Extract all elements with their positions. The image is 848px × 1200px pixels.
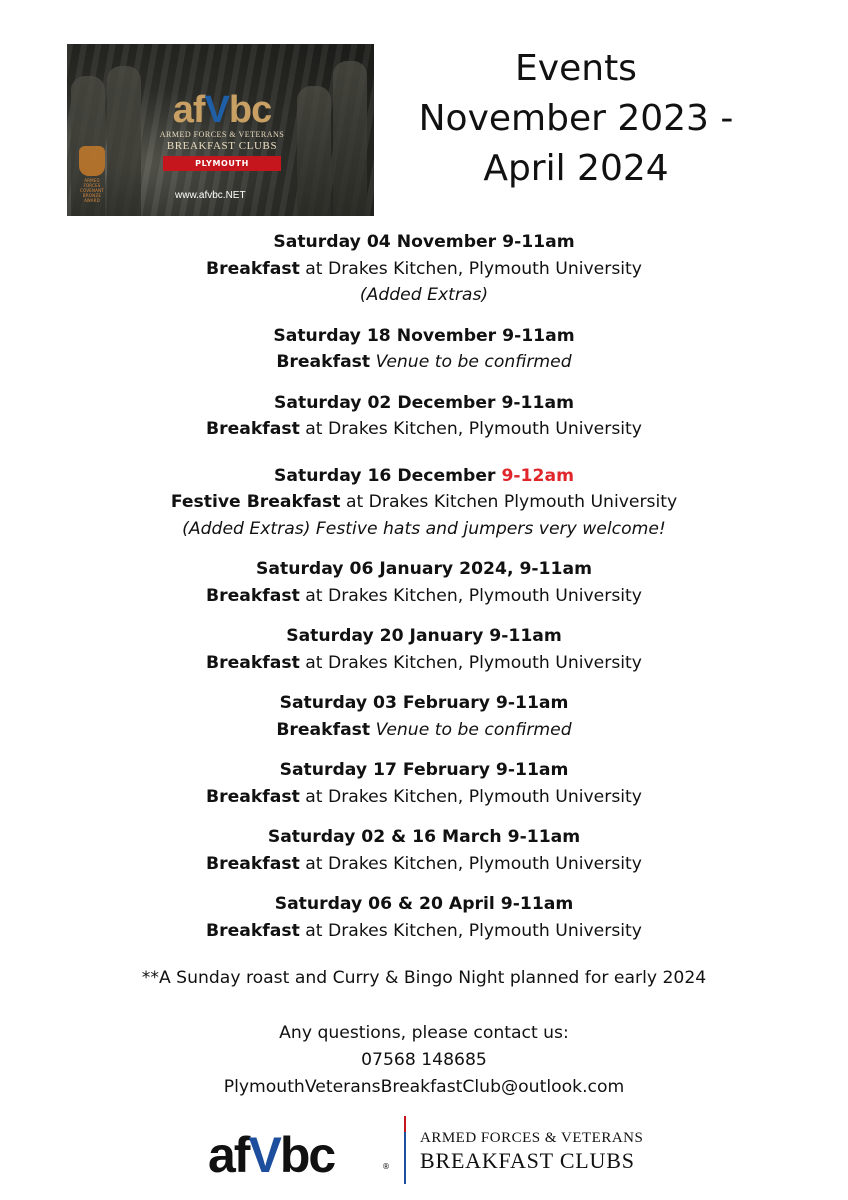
logo-divider-accent bbox=[404, 1116, 406, 1132]
event-extra: (Added Extras) bbox=[359, 285, 489, 305]
soldier-silhouette bbox=[297, 86, 331, 216]
event-label: Festive Breakfast bbox=[170, 492, 341, 512]
event-label: Breakfast bbox=[276, 719, 371, 740]
event-label: Breakfast bbox=[206, 419, 300, 439]
event-detail bbox=[0, 489, 848, 516]
event-label: Breakfast bbox=[206, 652, 300, 673]
title-line: November 2023 - bbox=[418, 98, 734, 139]
event-detail bbox=[0, 851, 848, 878]
event-detail bbox=[0, 784, 848, 811]
soldier-silhouette bbox=[107, 66, 141, 216]
event-item bbox=[0, 690, 848, 743]
event-time-highlight: 9-12am bbox=[501, 465, 574, 486]
logo-line-armed-forces: ARMED FORCES & VETERANS bbox=[159, 130, 285, 139]
event-date: Saturday 20 January 9-11am bbox=[286, 626, 562, 646]
website-url: www.afvbc.NET bbox=[175, 190, 246, 201]
event-label: Breakfast bbox=[206, 786, 300, 807]
planned-events-note: **A Sunday roast and Curry & Bingo Night planned for early 2024 bbox=[141, 968, 707, 988]
event-date: Saturday 06 & 20 April 9-11am bbox=[274, 894, 574, 914]
logo-line-breakfast-clubs: BREAKFAST CLUBS bbox=[166, 140, 278, 152]
event-label: Breakfast bbox=[206, 258, 300, 279]
crest-text: ARMED FORCES COVENANT BRONZE AWARD bbox=[80, 178, 104, 203]
event-venue: at Drakes Kitchen Plymouth University bbox=[340, 492, 678, 512]
event-label: Breakfast bbox=[206, 920, 300, 941]
event-detail bbox=[0, 256, 848, 283]
event-label: Breakfast bbox=[206, 853, 300, 874]
event-date: Saturday 03 February 9-11am bbox=[279, 693, 569, 713]
event-venue: at Drakes Kitchen, Plymouth University bbox=[299, 920, 642, 941]
event-detail bbox=[0, 717, 848, 744]
header-image bbox=[67, 44, 374, 216]
contact-block bbox=[0, 1020, 848, 1101]
event-venue: at Drakes Kitchen, Plymouth University bbox=[299, 419, 642, 439]
event-date: Saturday 16 December 9-12am bbox=[274, 465, 574, 486]
event-item bbox=[0, 390, 848, 443]
covenant-crest-icon bbox=[79, 146, 105, 176]
event-extra: (Added Extras) Festive hats and jumpers very welcome! bbox=[182, 518, 666, 539]
event-venue: at Drakes Kitchen, Plymouth University bbox=[299, 652, 642, 673]
event-item bbox=[0, 891, 848, 944]
footer-line-armed-forces: ARMED FORCES & VETERANS bbox=[420, 1130, 644, 1146]
event-date: Saturday 06 January 2024, 9-11am bbox=[256, 559, 592, 579]
event-venue: at Drakes Kitchen, Plymouth University bbox=[299, 585, 642, 606]
title-line: April 2024 bbox=[483, 148, 669, 189]
event-label: Breakfast bbox=[206, 585, 300, 606]
event-venue: Venue to be confirmed bbox=[370, 352, 572, 372]
event-date: Saturday 04 November 9-11am bbox=[273, 232, 575, 252]
logo-wordmark: afVbc bbox=[172, 89, 272, 131]
events-list bbox=[0, 229, 848, 944]
registered-mark: ® bbox=[382, 1162, 390, 1171]
event-venue: Venue to be confirmed bbox=[370, 719, 572, 740]
logo-city-banner: PLYMOUTH bbox=[163, 156, 281, 171]
event-item bbox=[0, 323, 848, 376]
event-venue: at Drakes Kitchen, Plymouth University bbox=[299, 853, 642, 874]
event-item bbox=[0, 229, 848, 309]
contact-email[interactable]: PlymouthVeteransBreakfastClub@outlook.com bbox=[223, 1077, 625, 1097]
event-date: Saturday 18 November 9-11am bbox=[273, 325, 575, 346]
afvbc-plymouth-logo bbox=[157, 89, 287, 171]
event-venue: at Drakes Kitchen, Plymouth University bbox=[299, 786, 642, 807]
soldier-silhouette bbox=[333, 61, 367, 216]
event-venue: at Drakes Kitchen, Plymouth University bbox=[299, 258, 642, 279]
event-detail bbox=[0, 583, 848, 610]
title-line: Events bbox=[515, 48, 637, 89]
contact-intro: Any questions, please contact us: bbox=[279, 1023, 569, 1043]
event-label: Breakfast bbox=[276, 352, 371, 372]
event-date: Saturday 02 December 9-11am bbox=[274, 392, 574, 413]
event-item bbox=[0, 463, 848, 543]
event-detail bbox=[0, 650, 848, 677]
event-detail bbox=[0, 918, 848, 945]
event-item bbox=[0, 824, 848, 877]
footer-wordmark: afVbc bbox=[208, 1127, 335, 1183]
event-detail bbox=[0, 416, 848, 443]
event-item bbox=[0, 556, 848, 609]
footer-logo bbox=[206, 1116, 646, 1186]
event-date: Saturday 02 & 16 March 9-11am bbox=[267, 827, 581, 847]
page-title bbox=[398, 44, 754, 194]
event-date: Saturday 17 February 9-11am bbox=[279, 760, 569, 780]
event-item bbox=[0, 623, 848, 676]
footer-line-breakfast-clubs: BREAKFAST CLUBS bbox=[420, 1148, 635, 1173]
event-item bbox=[0, 757, 848, 810]
contact-phone[interactable]: 07568 148685 bbox=[361, 1050, 487, 1070]
event-detail bbox=[0, 349, 848, 376]
